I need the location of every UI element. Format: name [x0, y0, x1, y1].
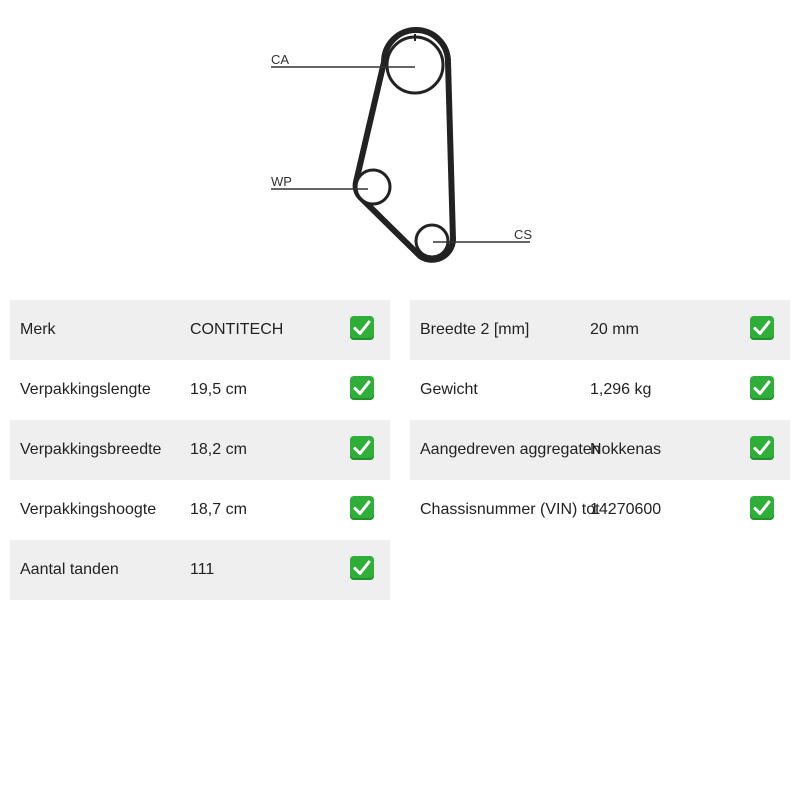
- wp-label: WP: [271, 174, 292, 189]
- spec-value: 18,7 cm: [190, 501, 247, 518]
- spec-label: Merk: [20, 321, 56, 338]
- check-icon: [750, 316, 774, 340]
- spec-value: 20 mm: [590, 321, 639, 338]
- spec-label: Gewicht: [420, 381, 478, 398]
- check-icon: [350, 556, 374, 580]
- spec-row-weight: [410, 360, 790, 420]
- spec-table-right: [410, 300, 790, 540]
- crankshaft-pulley: [416, 225, 448, 257]
- spec-value: 19,5 cm: [190, 381, 247, 398]
- spec-row-width-2: [410, 300, 790, 360]
- check-icon: [350, 316, 374, 340]
- spec-value: 1,296 kg: [590, 381, 652, 398]
- check-icon: [750, 376, 774, 400]
- spec-table-left: [10, 300, 390, 600]
- spec-label: Chassisnummer (VIN) tot: [420, 501, 600, 518]
- spec-label: Breedte 2 [mm]: [420, 321, 530, 338]
- check-icon: [350, 376, 374, 400]
- spec-value: 18,2 cm: [190, 441, 247, 458]
- spec-row-vin-until: [410, 480, 790, 540]
- spec-row-package-height: [10, 480, 390, 540]
- spec-row-package-length: [10, 360, 390, 420]
- spec-row-brand: [10, 300, 390, 360]
- camshaft-pulley: [387, 37, 443, 93]
- check-icon: [750, 436, 774, 460]
- ca-label: CA: [271, 52, 290, 67]
- spec-label: Verpakkingsbreedte: [20, 441, 162, 458]
- spec-label: Aantal tanden: [20, 561, 119, 578]
- spec-value: 111: [190, 561, 215, 578]
- check-icon: [350, 436, 374, 460]
- spec-row-package-width: [10, 420, 390, 480]
- spec-label: Aangedreven aggregaten: [420, 441, 601, 458]
- spec-row-teeth-count: [10, 540, 390, 600]
- water-pump-pulley: [356, 170, 390, 204]
- cs-label: CS: [514, 227, 533, 242]
- spec-value: CONTITECH: [190, 321, 284, 338]
- spec-value: Nokkenas: [590, 441, 662, 458]
- check-icon: [350, 496, 374, 520]
- spec-row-driven-units: [410, 420, 790, 480]
- check-icon: [750, 496, 774, 520]
- spec-label: Verpakkingshoogte: [20, 501, 157, 518]
- spec-value: 14270600: [590, 501, 662, 518]
- spec-label: Verpakkingslengte: [20, 381, 151, 398]
- belt-routing-diagram: [0, 0, 800, 280]
